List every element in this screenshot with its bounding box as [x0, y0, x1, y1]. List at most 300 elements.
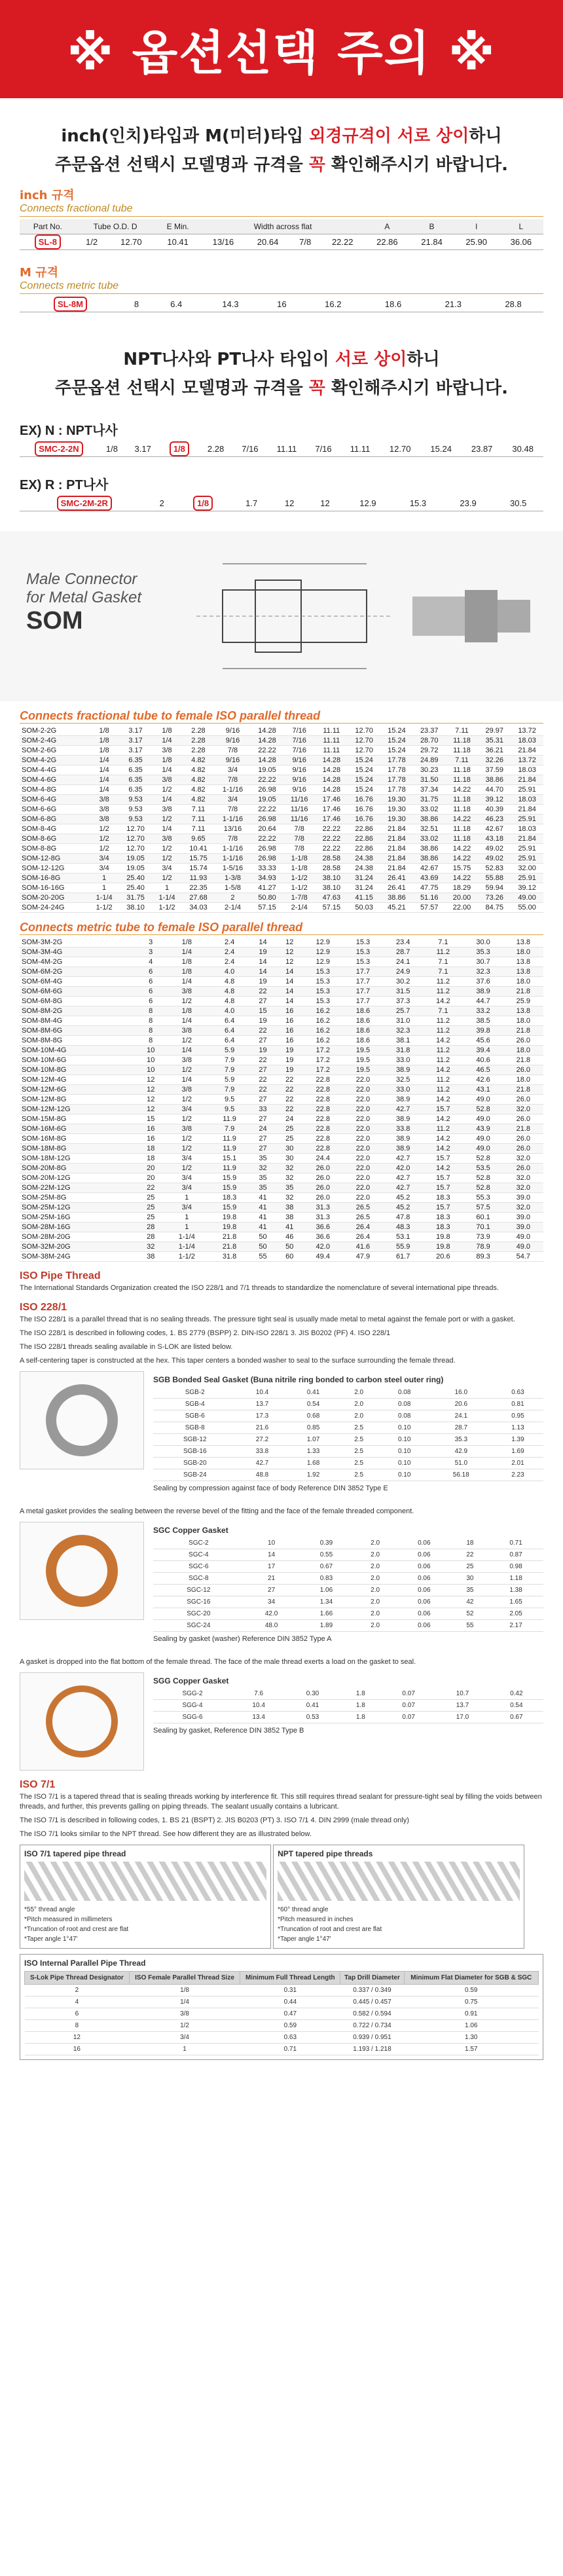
table-cell: 6.35 [119, 765, 152, 775]
table-cell: 13/16 [215, 824, 251, 834]
table-cell: 60.1 [463, 1213, 503, 1223]
table-cell: 4.8 [209, 997, 249, 1006]
table-cell: 1/4 [89, 785, 119, 795]
table-cell: 3/4 [89, 854, 119, 864]
table-cell: 7.11 [182, 805, 215, 815]
table-cell: 9/16 [215, 726, 251, 736]
table-cell: 26.98 [251, 785, 283, 795]
table-cell: 3/8 [164, 1026, 209, 1036]
table-cell: 1 [164, 1213, 209, 1223]
table-cell: 43.9 [463, 1124, 503, 1134]
table-cell: 14.28 [315, 775, 348, 785]
table-cell: 9/16 [215, 736, 251, 746]
table-cell: 2.0 [354, 1549, 397, 1561]
table-cell: 14.2 [423, 1164, 463, 1173]
table-cell: 3/4 [152, 864, 182, 874]
table-cell: 40.6 [463, 1056, 503, 1065]
table-cell: 3/4 [129, 2032, 240, 2044]
table-cell: 22.22 [315, 844, 348, 854]
table-row [20, 1252, 543, 1262]
table-cell: 7/16 [283, 746, 316, 756]
table-cell: 23.4 [383, 938, 423, 948]
table-cell: 1/8 [89, 736, 119, 746]
table-row [20, 1164, 543, 1173]
table-cell: 49.4 [303, 1252, 343, 1262]
table-cell: 0.582 / 0.594 [340, 2008, 404, 2020]
table-cell: 34.93 [251, 874, 283, 883]
sgc-desc: A metal gasket provides the sealing between the reverse bevel of the fitting and the face of the female threaded component. [20, 1507, 414, 1515]
intro2-lead [20, 345, 543, 403]
metric-cell: 28.8 [483, 297, 543, 312]
table-cell: 32.0 [503, 1173, 543, 1183]
table-row [25, 2008, 539, 2020]
table-cell: SOM-12M-4G [20, 1075, 137, 1085]
table-cell: 1/2 [164, 1036, 209, 1046]
table-cell: 28 [137, 1232, 164, 1242]
table-cell: 1 [164, 1193, 209, 1203]
table-cell: 0.71 [488, 1537, 543, 1549]
sgg-caption: Sealing by gasket, Reference DIN 3852 Type B [153, 1727, 304, 1735]
table-cell: SGB-12 [153, 1434, 236, 1446]
table-cell: 25 [137, 1203, 164, 1213]
table-cell: 52.8 [463, 1183, 503, 1193]
table-cell: 7/8 [215, 834, 251, 844]
th-tube: Tube O.D. D [76, 219, 155, 234]
table-cell: 7.9 [209, 1065, 249, 1075]
table-cell: SOM-4-2G [20, 756, 89, 765]
table-cell: 22.22 [315, 834, 348, 844]
table-cell: 26.4 [343, 1232, 383, 1242]
table-cell: 21 [244, 1573, 299, 1585]
table-cell: 17.7 [343, 967, 383, 977]
table-row [20, 1134, 543, 1144]
table-cell: 41.27 [251, 883, 283, 893]
table-cell: 20 [137, 1164, 164, 1173]
table-cell: 9.53 [119, 815, 152, 824]
table-cell: 21.84 [511, 834, 543, 844]
table-cell: 0.06 [397, 1596, 452, 1608]
table-cell: 17.78 [380, 775, 413, 785]
table-cell: 53.5 [463, 1164, 503, 1173]
table-cell: 26.5 [343, 1203, 383, 1213]
table-cell: 26.41 [380, 874, 413, 883]
pt-cell [20, 496, 149, 511]
table-cell: 14 [244, 1549, 299, 1561]
table-cell: 7.11 [446, 756, 479, 765]
table-cell: 89.3 [463, 1252, 503, 1262]
table-cell: 56.18 [430, 1469, 492, 1481]
table-cell: 30 [276, 1154, 303, 1164]
table-cell: 1-1/2 [89, 903, 119, 913]
table-cell: SOM-18M-8G [20, 1144, 137, 1154]
table-row [20, 893, 543, 903]
table-cell: 13.72 [511, 756, 543, 765]
table-cell: 16 [276, 1006, 303, 1016]
table-cell: 7/16 [283, 736, 316, 746]
table-cell: 52.8 [463, 1154, 503, 1164]
table-cell: 0.06 [397, 1561, 452, 1573]
table-cell: 17.46 [315, 805, 348, 815]
table-cell: 43.69 [413, 874, 446, 883]
table-cell: 1-1/2 [152, 903, 182, 913]
pt-cell [175, 496, 231, 511]
som-title [26, 570, 141, 635]
table-cell: 42.67 [478, 824, 511, 834]
table-cell: SOM-8-6G [20, 834, 89, 844]
table-cell: 9.53 [119, 795, 152, 805]
table-cell: 21.6 [236, 1422, 287, 1434]
table-cell: 1 [89, 883, 119, 893]
table-cell: 13.72 [511, 726, 543, 736]
table-cell: 11.2 [423, 977, 463, 987]
table-cell: 28.7 [383, 948, 423, 957]
table-cell: 42.7 [383, 1173, 423, 1183]
table-cell: 51.0 [430, 1458, 492, 1469]
table-cell: 21.84 [511, 805, 543, 815]
table-cell: 42.7 [383, 1183, 423, 1193]
sgb-figure [20, 1371, 144, 1469]
table-row [20, 726, 543, 736]
table-row [25, 1985, 539, 1996]
table-cell: 11.2 [423, 1075, 463, 1085]
table-cell: 50 [249, 1232, 276, 1242]
sgb-caption: Sealing by compression against face of body Reference DIN 3852 Type E [153, 1484, 388, 1492]
table-cell: SGC-6 [153, 1561, 244, 1573]
table-cell: 6.4 [209, 1026, 249, 1036]
table-cell: 22 [249, 1056, 276, 1065]
table-cell: 2.4 [209, 957, 249, 967]
table-cell: 17.46 [315, 815, 348, 824]
table-cell: 4.82 [182, 785, 215, 795]
table-cell: 0.59 [240, 2020, 340, 2032]
table-cell: 2.0 [339, 1387, 379, 1399]
table-cell: 3/4 [164, 1105, 209, 1114]
th-l: l [454, 219, 499, 234]
table-cell: SGB-2 [153, 1387, 236, 1399]
table-cell: 41 [276, 1223, 303, 1232]
table-cell: 15.3 [343, 948, 383, 957]
table-cell: 38.86 [413, 844, 446, 854]
table-cell: 0.41 [285, 1700, 339, 1712]
table-cell: 31.8 [209, 1252, 249, 1262]
th-b: B [409, 219, 454, 234]
table-cell: 12.9 [303, 948, 343, 957]
table-cell: 2.5 [339, 1422, 379, 1434]
table-cell: 0.30 [285, 1688, 339, 1700]
inch-cell: 21.84 [409, 234, 454, 250]
table-cell: 1.57 [404, 2044, 538, 2055]
iso-section [0, 1271, 563, 2060]
table-cell: 1/2 [164, 1134, 209, 1144]
table-row [153, 1469, 543, 1481]
table-cell: SOM-4-6G [20, 775, 89, 785]
table-cell: 39.0 [503, 1223, 543, 1232]
table-cell: 1/4 [89, 765, 119, 775]
table-cell: 22.0 [343, 1085, 383, 1095]
table-cell: SOM-20M-12G [20, 1173, 137, 1183]
table-cell: 14.22 [446, 785, 479, 795]
table-row [153, 1688, 543, 1700]
table-cell: 2.5 [339, 1469, 379, 1481]
table-cell: 24.89 [413, 756, 446, 765]
table-row [20, 785, 543, 795]
table-cell: 15.74 [182, 864, 215, 874]
table-cell: 26.4 [343, 1223, 383, 1232]
table-cell: 0.41 [288, 1387, 339, 1399]
sgb-table-wrap [153, 1371, 543, 1498]
table-cell: 31.24 [348, 883, 380, 893]
table-row [20, 834, 543, 844]
table-cell: 22.86 [348, 844, 380, 854]
table-cell: 14.2 [423, 1065, 463, 1075]
table-cell: 34.03 [182, 903, 215, 913]
table-cell: 22 [137, 1183, 164, 1193]
table-cell: 14 [276, 977, 303, 987]
table-cell: 18.0 [503, 1075, 543, 1085]
table-cell: 1/4 [129, 1996, 240, 2008]
table-cell: 0.06 [397, 1585, 452, 1596]
table-cell: 1/2 [164, 1164, 209, 1173]
table-cell: 2.01 [492, 1458, 543, 1469]
table-cell: 6 [137, 967, 164, 977]
table-cell: 7.1 [423, 938, 463, 948]
table-row [20, 1223, 543, 1232]
table-cell: 22.0 [343, 1164, 383, 1173]
table-cell: 19.30 [380, 805, 413, 815]
table-cell: 1.07 [288, 1434, 339, 1446]
table-cell: 15.7 [423, 1154, 463, 1164]
intro-line2-bold: 꼭 [308, 155, 325, 175]
table-cell: 42.0 [303, 1242, 343, 1252]
table-cell: 32.51 [413, 824, 446, 834]
table-row [25, 1996, 539, 2008]
table-cell: 2 [215, 893, 251, 903]
table-cell: 2.23 [492, 1469, 543, 1481]
table-cell: 14.22 [446, 844, 479, 854]
table-cell: SGG-4 [153, 1700, 232, 1712]
table-cell: 1-1/16 [215, 785, 251, 795]
table-cell: 49.0 [463, 1095, 503, 1105]
table-cell: SOM-28M-20G [20, 1232, 137, 1242]
table-cell: 27 [249, 1134, 276, 1144]
table-cell: 1.18 [488, 1573, 543, 1585]
npt-cell: 11.11 [267, 441, 306, 457]
npt-note: *Pitch measured in inches [278, 1916, 354, 1923]
gasket-ring-icon [46, 1384, 118, 1456]
table-cell: 14 [276, 967, 303, 977]
table-cell: 33.33 [251, 864, 283, 874]
table-cell: 7.11 [446, 726, 479, 736]
table-cell: 0.31 [240, 1985, 340, 1996]
table-cell: 11.2 [423, 1026, 463, 1036]
table-cell: 32.3 [383, 1026, 423, 1036]
intro-line1-b: 하니 [469, 126, 502, 146]
table-cell: 3/8 [152, 834, 182, 844]
table-cell: 2.0 [354, 1537, 397, 1549]
table-cell: 7.9 [209, 1085, 249, 1095]
table-row [20, 864, 543, 874]
table-cell: 12.9 [303, 938, 343, 948]
table-cell: 15.24 [380, 726, 413, 736]
table-cell: 0.91 [404, 2008, 538, 2020]
table-cell: 15.24 [348, 756, 380, 765]
table-cell: 1.92 [288, 1469, 339, 1481]
table-row [20, 903, 543, 913]
table-cell: SOM-6M-2G [20, 967, 137, 977]
table-cell: 16 [276, 1016, 303, 1026]
table-cell: SOM-16M-6G [20, 1124, 137, 1134]
table-cell: 13.7 [435, 1700, 489, 1712]
table-cell: 0.54 [288, 1399, 339, 1410]
table-cell: 4.8 [209, 977, 249, 987]
table-cell: 26.98 [251, 815, 283, 824]
npt-cell: 3.17 [126, 441, 160, 457]
table-cell: 3/4 [89, 864, 119, 874]
table-row [20, 1154, 543, 1164]
table-cell: 1/4 [89, 756, 119, 765]
table-cell: 41 [249, 1213, 276, 1223]
table-cell: 11.2 [423, 1016, 463, 1026]
table-cell: 25.40 [119, 883, 152, 893]
table-cell: 14 [249, 938, 276, 948]
table-cell: 0.53 [285, 1712, 339, 1723]
table-cell: 26.0 [503, 1164, 543, 1173]
table-cell: 36.6 [303, 1223, 343, 1232]
table-cell: 19 [249, 977, 276, 987]
table-cell: 1/8 [89, 746, 119, 756]
table-cell: 42.6 [463, 1075, 503, 1085]
table-cell: 0.10 [379, 1458, 430, 1469]
table-cell: 4.0 [209, 1006, 249, 1016]
table-cell: 55.00 [511, 903, 543, 913]
table-cell: 73.9 [463, 1232, 503, 1242]
table-cell: 11.2 [423, 1056, 463, 1065]
table-cell: 17.46 [315, 795, 348, 805]
table-cell: 26.98 [251, 854, 283, 864]
table-cell: 38.9 [383, 1134, 423, 1144]
table-cell: 25.91 [511, 844, 543, 854]
table-row [20, 1016, 543, 1026]
table-cell: 11.11 [315, 746, 348, 756]
table-cell: 52.83 [478, 864, 511, 874]
table-cell: 37.34 [413, 785, 446, 795]
table-cell: 32.5 [383, 1075, 423, 1085]
table-cell: 2.0 [354, 1608, 397, 1620]
pt-thread-highlight: 1/8 [193, 496, 213, 511]
table-cell: 1/2 [152, 854, 182, 864]
table-cell: 11.18 [446, 775, 479, 785]
table-cell: 1/8 [152, 756, 182, 765]
table-cell: 15 [249, 1006, 276, 1016]
table-cell: 2.5 [339, 1458, 379, 1469]
table-cell: 16.2 [303, 1036, 343, 1046]
table-cell: 14.28 [251, 756, 283, 765]
table-row [20, 948, 543, 957]
table-cell: 30.23 [413, 765, 446, 775]
table-cell: 33.0 [383, 1085, 423, 1095]
table-row [153, 1712, 543, 1723]
table-cell: 2.5 [339, 1446, 379, 1458]
table-cell: 9/16 [283, 756, 316, 765]
iso71-note: *55° thread angle [24, 1906, 75, 1913]
table-cell: 14 [276, 997, 303, 1006]
table-cell: 7.1 [423, 957, 463, 967]
table-cell: 3/8 [164, 987, 209, 997]
table-cell: 19.5 [343, 1065, 383, 1075]
table-cell: 16.76 [348, 795, 380, 805]
table-cell: 14.2 [423, 997, 463, 1006]
table-cell: SGC-2 [153, 1537, 244, 1549]
pt-part-highlight: SMC-2M-2R [57, 496, 112, 511]
table-cell: 32.00 [511, 864, 543, 874]
inch-cell: 12.70 [107, 234, 154, 250]
table-cell: 0.10 [379, 1446, 430, 1458]
table-cell: 0.39 [299, 1537, 354, 1549]
table-cell: 3/8 [164, 1056, 209, 1065]
table-cell: 49.0 [463, 1144, 503, 1154]
table-row [20, 1242, 543, 1252]
table-cell: 29.97 [478, 726, 511, 736]
table-cell: 1.65 [488, 1596, 543, 1608]
table-cell: 57.15 [251, 903, 283, 913]
table-cell: 0.47 [240, 2008, 340, 2020]
table-cell: 6.35 [119, 785, 152, 795]
table-cell: 1/2 [152, 844, 182, 854]
table-cell: 26.5 [343, 1213, 383, 1223]
table-cell: 31.50 [413, 775, 446, 785]
iso228-list: The ISO 228/1 threads sealing available in S-LOK are listed below. [20, 1343, 233, 1351]
table-cell: 7.1 [423, 967, 463, 977]
column-header: ISO Female Parallel Thread Size [129, 1972, 240, 1985]
table-cell: 17 [244, 1561, 299, 1573]
metric-cell: 18.6 [363, 297, 424, 312]
th-part: Part No. [20, 219, 76, 234]
table-cell: 46 [276, 1232, 303, 1242]
table-cell: 13.8 [503, 1006, 543, 1016]
table-cell: 22.86 [348, 824, 380, 834]
table-cell: 25.9 [503, 997, 543, 1006]
table-cell: 14 [276, 987, 303, 997]
table-cell: 11.18 [446, 805, 479, 815]
table-cell: SOM-3M-4G [20, 948, 137, 957]
table-cell: SGG-6 [153, 1712, 232, 1723]
table-cell: SGC-20 [153, 1608, 244, 1620]
table-cell: SOM-4-4G [20, 765, 89, 775]
table-cell: SOM-20-20G [20, 893, 89, 903]
table-cell: SGC-16 [153, 1596, 244, 1608]
table-cell: 26.41 [380, 883, 413, 893]
table-cell: 1/2 [164, 1095, 209, 1105]
table-cell: 19 [276, 1056, 303, 1065]
table-cell: SOM-16M-8G [20, 1134, 137, 1144]
table-cell: 33.02 [413, 834, 446, 844]
table-cell: 19 [249, 1016, 276, 1026]
intro-section [0, 122, 563, 511]
table-cell: 1/2 [164, 1144, 209, 1154]
table-cell: 38 [137, 1252, 164, 1262]
table-cell: 3.17 [119, 726, 152, 736]
table-cell: SOM-8-8G [20, 844, 89, 854]
table-row [153, 1573, 543, 1585]
intro-line2-a: 주문옵션 선택시 모델명과 규격을 [54, 155, 309, 175]
table-cell: 10 [137, 1056, 164, 1065]
table-cell: 16.76 [348, 815, 380, 824]
table-cell: 19.8 [423, 1242, 463, 1252]
table-cell: 16 [25, 2044, 130, 2055]
table1-section [0, 709, 563, 1262]
metric-cell: 8 [121, 297, 152, 312]
table-cell: 7/8 [215, 805, 251, 815]
